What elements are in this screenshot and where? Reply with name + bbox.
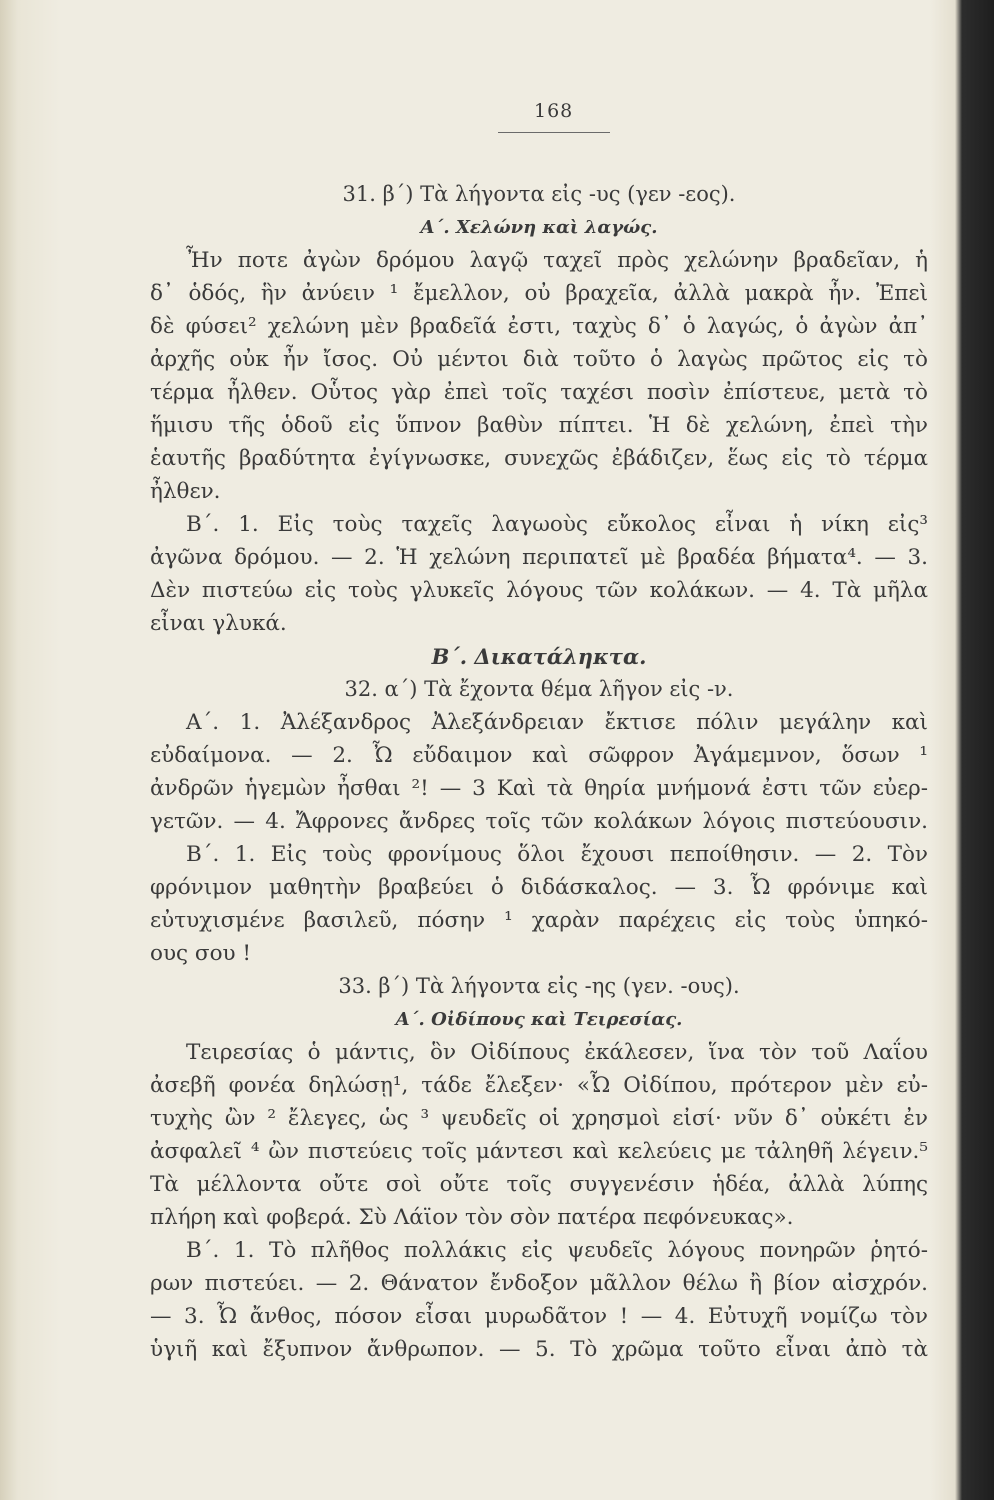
text-line: δὲ φύσει² χελώνη μὲν βραδεῖά ἐστι, ταχὺς δ᾽ ὁ λαγώς, ὁ ἀγὼν ἀπ᾽ (150, 314, 928, 339)
section-heading: 32. α΄) Τὰ ἔχοντα θέμα λῆγον εἰς -ν. (344, 677, 734, 701)
text-line: εὐδαίμονα. — 2. Ὦ εὔδαιμον καὶ σῶφρον Ἀγάμεμνον, ὅσων ¹ (150, 743, 928, 768)
text-line-last: εἶναι γλυκά. (150, 611, 287, 636)
text-line: τυχὴς ὢν ² ἔλεγες, ὡς ³ ψευδεῖς οἱ χρησμοὶ εἰσί· νῦν δ᾽ οὐκέτι ἐν (150, 1106, 928, 1131)
text-line: ἀσφαλεῖ ⁴ ὢν πιστεύεις τοῖς μάντεσι καὶ κελεύεις με τἀληθῆ λέγειν.⁵ (150, 1139, 928, 1164)
text-line: ἥμισυ τῆς ὁδοῦ εἰς ὕπνον βαθὺν πίπτει. Ἡ δὲ χελώνη, ἐπεὶ τὴν (150, 413, 928, 438)
body-text (150, 178, 928, 1366)
text-line-last: ἦλθεν. (150, 479, 221, 504)
paragraph-first-line: Τειρεσίας ὁ μάντις, ὃν Οἰδίπους ἐκάλεσεν, ἵνα τὸν τοῦ Λαΐου (186, 1040, 928, 1065)
text-line: φρόνιμον μαθητὴν βραβεύει ὁ διδάσκαλος. — 3. Ὦ φρόνιμε καὶ (150, 875, 928, 900)
text-line: τέρμα ἦλθεν. Οὗτος γὰρ ἐπεὶ τοῖς ταχέσι ποσὶν ἐπίστευε, μετὰ τὸ (150, 380, 928, 405)
text-line-last: ους σου ! (150, 941, 252, 966)
section-heading: 33. β΄) Τὰ λήγοντα εἰς -ης (γεν. -ους). (338, 974, 740, 998)
text-line-last: πλήρη καὶ φοβερά. Σὺ Λάϊον τὸν σὸν πατέρα πεφόνευκας». (150, 1205, 794, 1230)
text-line: Δὲν πιστεύω εἰς τοὺς γλυκεῖς λόγους τῶν κολάκων. — 4. Τὰ μῆλα (150, 578, 928, 603)
subsection-title: Α΄. Χελώνη καὶ λαγώς. (420, 217, 658, 238)
section-heading: 31. β΄) Τὰ λήγοντα εἰς -υς (γεν -εος). (342, 182, 736, 206)
paragraph-first-line: Β΄. 1. Εἰς τοὺς φρονίμους ὅλοι ἔχουσι πεποίθησιν. — 2. Τὸν (186, 842, 928, 867)
subsection-title: Α΄. Οἰδίπους καὶ Τειρεσίας. (395, 1009, 683, 1030)
text-line: ρων πιστεύει. — 2. Θάνατον ἔνδοξον μᾶλλον θέλω ἢ βίον αἰσχρόν. (150, 1271, 928, 1296)
page-number-rule (498, 132, 610, 133)
paragraph-first-line: Ἦν ποτε ἀγὼν δρόμου λαγῷ ταχεῖ πρὸς χελώνην βραδεῖαν, ἡ (186, 248, 928, 273)
paragraph-first-line: Β΄. 1. Τὸ πλῆθος πολλάκις εἰς ψευδεῖς λόγους πονηρῶν ῥητό- (186, 1238, 928, 1263)
text-line: ἀνδρῶν ἡγεμὼν ἦσθαι ²! — 3 Καὶ τὰ θηρία μνήμονά ἐστι τῶν εὐερ- (150, 776, 928, 801)
text-line: δ᾽ ὁδός, ἣν ἀνύειν ¹ ἔμελλον, οὐ βραχεῖα, ἀλλὰ μακρὰ ἦν. Ἐπεὶ (150, 281, 928, 306)
text-line: γετῶν. — 4. Ἄφρονες ἄνδρες τοῖς τῶν κολάκων λόγοις πιστεύουσιν. (150, 809, 928, 834)
paragraph-first-line: Α΄. 1. Ἀλέξανδρος Ἀλεξάνδρειαν ἔκτισε πόλιν μεγάλην καὶ (186, 710, 928, 735)
paragraph-first-line: Β΄. 1. Εἰς τοὺς ταχεῖς λαγωοὺς εὔκολος εἶναι ἡ νίκη εἰς³ (186, 512, 928, 537)
text-line: — 3. Ὦ ἄνθος, πόσον εἶσαι μυρωδᾶτον ! — 4. Εὐτυχῆ νομίζω τὸν (150, 1304, 928, 1329)
page-number: 168 (534, 100, 574, 122)
text-line: ὑγιῆ καὶ ἔξυπνον ἄνθρωπον. — 5. Τὸ χρῶμα τοῦτο εἶναι ἀπὸ τὰ (150, 1337, 928, 1362)
category-title: Β΄. Δικατάληκτα. (431, 644, 647, 669)
text-line: ἀσεβῆ φονέα δηλώσῃ¹, τάδε ἔλεξεν· «Ὦ Οἰδίπου, πρότερον μὲν εὐ- (150, 1073, 928, 1098)
text-line: ἑαυτῆς βραδύτητα ἐγίγνωσκε, συνεχῶς ἐβάδιζεν, ἕως εἰς τὸ τέρμα (150, 446, 928, 471)
text-line: εὐτυχισμένε βασιλεῦ, πόσην ¹ χαρὰν παρέχεις εἰς τοὺς ὑπηκό- (150, 908, 928, 933)
text-line: ἀγῶνα δρόμου. — 2. Ἡ χελώνη περιπατεῖ μὲ βραδέα βήματα⁴. — 3. (150, 545, 928, 570)
text-line: ἀρχῆς οὐκ ἦν ἴσος. Οὐ μέντοι διὰ τοῦτο ὁ λαγὼς πρῶτος εἰς τὸ (150, 347, 928, 372)
text-line: Τὰ μέλλοντα οὔτε σοὶ οὔτε τοῖς συγγενέσιν ἡδέα, ἀλλὰ λύπης (150, 1172, 928, 1197)
